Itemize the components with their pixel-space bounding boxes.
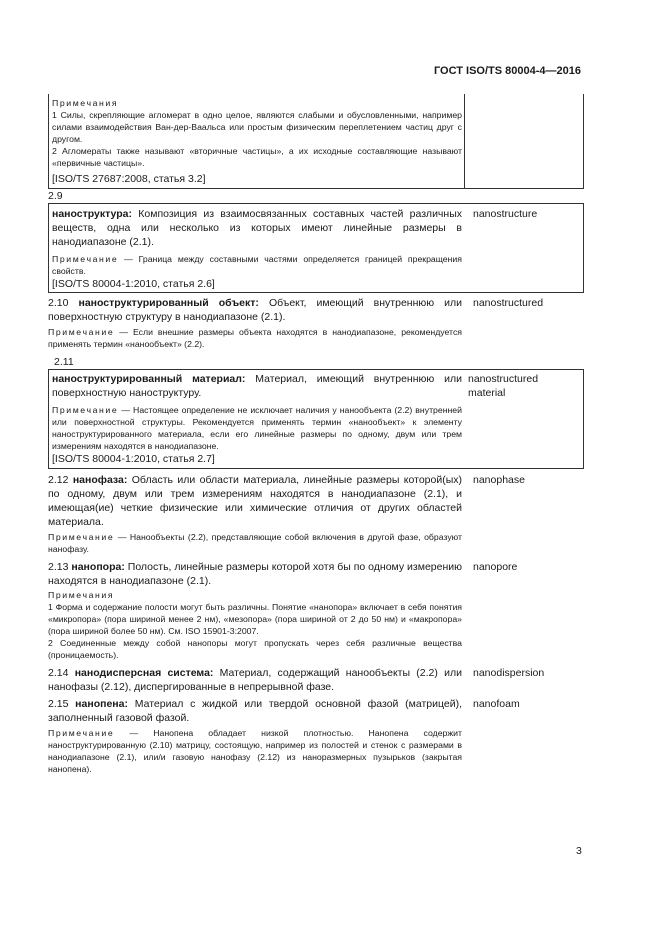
english-term: nanodispersion [473,667,545,679]
definition: Материал, содержащий нанообъекты (2.2) или нанофазы (2.12), диспергированные в непрерывной фазе. [48,667,462,693]
english-term: nanopore [473,561,518,573]
source-reference: [ISO/TS 80004-1:2010, статья 2.6] [52,278,215,290]
definition: Область или области материала, линейные размеры которой(ых) по одному, двум или трем измерениям находятся в нанодиапазоне (2.1), и имеющая(ие) четкие физические или химические отличия от других областей материала. [48,474,462,528]
frame-line [48,369,49,469]
english-term: nanostructured [468,373,539,385]
entry-number: 2.13 [48,561,69,573]
term: наноструктурированный материал: [52,373,246,385]
term: нанопена: [75,698,128,710]
note-text: 2 Агломераты также называют «вторичные частицы», а их исходные составляющие называют «первичные частицы». [52,146,462,168]
entry-number: 2.12 [48,474,69,486]
frame-line [583,203,584,293]
note: Примечание — Настоящее определение не исключает наличия у нанообъекта (2.2) внутренней или поверхностной структуры. Рекомендуется применять термин «нанообъект» к элементу наноструктурированного материала, если его линейные размеры по одному, двум или трем измерениям находятся в нанодиапазоне. [52,405,462,451]
frame-line [48,188,584,189]
frame-line [48,203,49,293]
definition: Материал с жидкой или твердой основной фазой (матрицей), заполненный газовой фазой. [48,698,462,724]
term-definition [48,560,462,588]
definition: Полость, линейные размеры которой хотя бы по одному измерению находятся в нанодиапазоне (2.1). [48,561,463,587]
page-number: 3 [576,845,582,857]
frame-line [48,94,49,189]
entry-number: 2.11 [54,356,74,368]
definition: Композиция из взаимосвязанных составных частей различных веществ, одна или несколько из которых имеют линейные размеры в нанодиапазоне (2.1). [52,208,462,248]
note: Примечание — Нанообъекты (2.2), представляющие собой включения в другой фазе, образуют нанофазу. [48,532,462,554]
frame-line [48,468,584,469]
term-definition [48,296,462,324]
frame-line [48,203,584,204]
frame-line [583,94,584,189]
english-term: material [468,387,506,399]
term: наноструктурированный объект: [78,297,259,309]
term-definition [48,666,462,694]
definition: Объект, имеющий внутреннюю или поверхностную структуру в нанодиапазоне (2.1). [48,297,463,323]
term-definition [48,697,462,725]
source-reference: [ISO/TS 27687:2008, статья 3.2] [52,173,206,185]
definition: Материал, имеющий внутреннюю или поверхностную наноструктуру. [52,373,462,399]
entry-number: 2.10 [48,297,69,309]
note-text: 2 Соединенные между собой нанопоры могут пропускать через себя различные вещества (проницаемость). [48,638,462,660]
frame-line [48,369,584,370]
frame-line [583,369,584,469]
note-text: 1 Форма и содержание полости могут быть различны. Понятие «нанопора» включает в себя понятия «микропора» (пора шириной менее 2 нм), «мезопора» (пора шириной от 2 до 50 нм) и «макропора» (пора шириной более 50 нм). См. ISO 15901-3:2007. [48,602,462,636]
english-term: nanostructure [473,208,538,220]
note-label: Примечания [52,98,119,108]
note: Примечание — Если внешние размеры объекта находятся в нанодиапазоне, рекомендуется применять термин «нанообъект» (2.2). [48,327,462,349]
term: нанопора: [71,561,125,573]
entry-number: 2.14 [48,667,69,679]
term: наноструктура: [52,208,133,220]
note-text: 1 Силы, скрепляющие агломерат в одно целое, являются слабыми и обусловленными, например силами взаимодействия Ван-дер-Ваальса или простым физическим переплетением частиц друг с другом. [52,110,462,144]
term: нанодисперсная система: [74,667,214,679]
entry-number: 2.15 [48,698,69,710]
term-definition [48,473,462,529]
term-definition [52,207,462,249]
entry-number: 2.9 [48,190,63,202]
frame-line [464,94,465,189]
english-term: nanophase [473,474,525,486]
term-definition [52,372,462,400]
note: Примечание — Граница между составными частями определяется границей прекращения свойств. [52,254,462,276]
note: Примечание — Нанопена обладает низкой плотностью. Нанопена содержит наноструктурированную (2.10) матрицу, состоящую, например из полостей и стенок с размерами в нанодиапазоне (2.1), или/и газовую нанофазу (2.12) из наноразмерных пузырьков (закрытая нанопена). [48,728,463,774]
source-reference: [ISO/TS 80004-1:2010, статья 2.7] [52,453,215,465]
frame-line [48,292,584,293]
english-term: nanofoam [473,698,520,710]
document-header: ГОСТ ISO/TS 80004-4—2016 [433,65,581,77]
term: нанофаза: [72,474,128,486]
english-term: nanostructured [473,297,544,309]
note-label: Примечания [48,590,115,600]
